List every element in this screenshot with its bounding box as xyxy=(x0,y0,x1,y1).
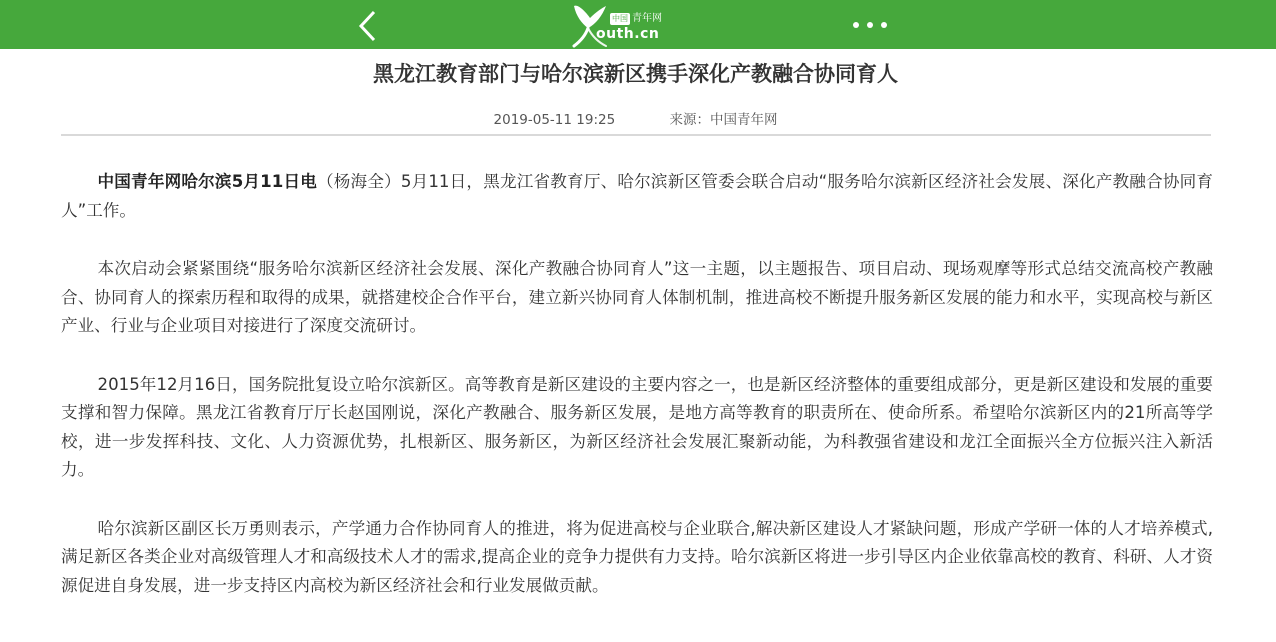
article-paragraph: 本次启动会紧紧围绕“服务哈尔滨新区经济社会发展、深化产教融合协同育人”这一主题，以主题报告、项目启动、现场观摩等形式总结交流高校产教融合、协同育人的探索历程和取得的成果，就搭建校企合作平台，建立新兴协同育人体制机制，推进高校不断提升服务新区发展的能力和水平，实现高校与新区产业、行业与企业项目对接进行了深度交流研讨。 xyxy=(61,259,1213,335)
publish-date: 2019-05-11 19:25 xyxy=(493,112,616,128)
chevron-left-icon xyxy=(352,8,386,42)
title-divider xyxy=(61,134,1211,136)
youth-cn-logo[interactable] xyxy=(568,2,678,48)
logo-badge xyxy=(610,13,662,25)
article-paragraph: 2015年12月16日，国务院批复设立哈尔滨新区。高等教育是新区建设的主要内容之一，也是新区经济整体的重要组成部分，更是新区建设和发展的重要支撑和智力保障。黑龙江省教育厅厅长赵国刚说，深化产教融合、服务新区发展，是地方高等教育的职责所在、使命所系。希望哈尔滨新区内的21所高等学校，进一步发挥科技、文化、人力资源优势，扎根新区、服务新区，为新区经济社会发展汇聚新动能，为科教强省建设和龙江全面振兴全方位振兴注入新活力。 xyxy=(61,374,1213,479)
article-meta xyxy=(60,110,1211,130)
more-dot-icon xyxy=(867,22,873,28)
article-paragraph: 哈尔滨新区副区长万勇则表示，产学通力合作协同育人的推进，将为促进高校与企业联合,解决新区建设人才紧缺问题，形成产学研一体的人才培养模式,满足新区各类企业对高级管理人才和高级技术人才的需求,提高企业的竞争力提供有力支持。哈尔滨新区将进一步引导区内企业依靠高校的教育、科研、人才资源促进自身发展，进一步支持区内高校为新区经济社会和行业发展做贡献。 xyxy=(61,518,1213,595)
more-dot-icon xyxy=(853,22,859,28)
dateline: 中国青年网哈尔滨5月11日电 xyxy=(97,172,317,191)
more-menu-button[interactable] xyxy=(848,12,892,38)
logo-wordmark: outh.cn xyxy=(596,26,660,42)
paragraph-text: （杨海全）5月11日，黑龙江省教育厅、哈尔滨新区管委会联合启动“服务哈尔滨新区经济社会发展、深化产教融合协同育人”工作。 xyxy=(61,172,1213,220)
article-source: 来源：中国青年网 xyxy=(669,112,778,128)
article-body xyxy=(61,168,1213,630)
more-dot-icon xyxy=(881,22,887,28)
back-button[interactable] xyxy=(352,8,386,42)
article-paragraph xyxy=(61,168,1213,225)
top-navigation-bar xyxy=(0,0,1276,49)
article-title: 黑龙江教育部门与哈尔滨新区携手深化产教融合协同育人 xyxy=(373,62,898,86)
logo-badge-suffix: 青年网 xyxy=(632,13,662,24)
logo-badge-tag: 中国 xyxy=(612,14,628,23)
